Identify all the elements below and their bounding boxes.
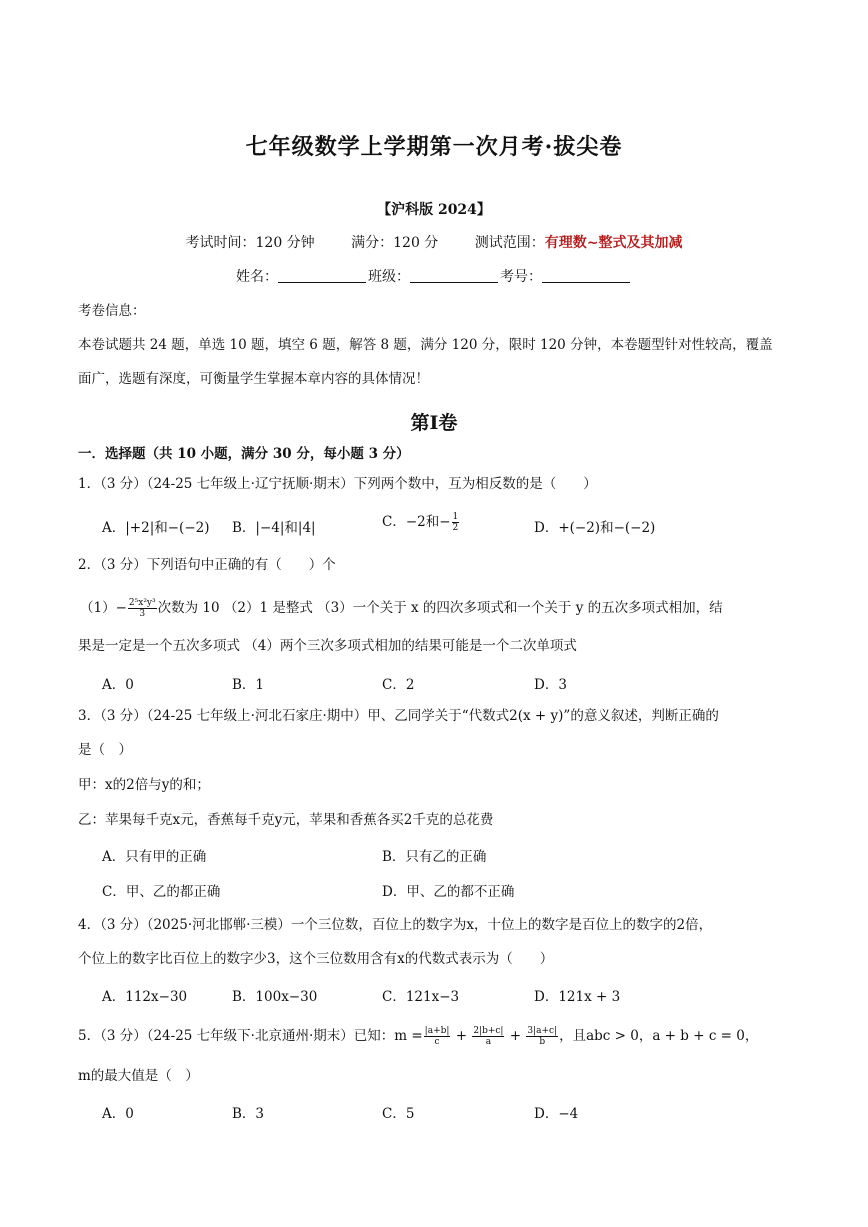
fraction-denominator: c bbox=[434, 1037, 440, 1047]
class-blank[interactable] bbox=[410, 268, 498, 283]
exam-time: 考试时间：120 分钟 bbox=[185, 235, 315, 251]
q1-option-c-text: C．−2和− bbox=[382, 514, 451, 530]
fraction-numerator: |a+b| bbox=[424, 1026, 450, 1036]
q5-fraction-3 bbox=[526, 1026, 558, 1047]
q2-option-b: B．1 bbox=[232, 677, 265, 693]
fraction-numerator: 2⁵x²y³ bbox=[128, 598, 156, 608]
name-label: 姓名： bbox=[236, 269, 278, 285]
exam-title: 七年级数学上学期第一次月考·拔尖卷 bbox=[245, 134, 623, 160]
edition-label: 【沪科版 2024】 bbox=[377, 202, 491, 218]
q3-option-a: A．只有甲的正确 bbox=[102, 849, 207, 865]
section-1-title: 一．选择题（共 10 小题，满分 30 分，每小题 3 分） bbox=[78, 446, 410, 462]
full-score: 满分：120 分 bbox=[351, 235, 439, 251]
q2-fraction bbox=[128, 598, 157, 619]
q1-option-c bbox=[382, 510, 460, 533]
test-scope bbox=[475, 235, 683, 251]
q2-prefix: （1）− bbox=[80, 600, 127, 616]
info-line-1: 本卷试题共 24 题，单选 10 题，填空 6 题，解答 8 题，满分 120 分，限时 120 分钟，本卷题型针对性较高，覆盖 bbox=[78, 337, 773, 353]
q1-option-a: A．|+2|和−(−2) bbox=[102, 520, 210, 536]
fraction-numerator: 3|a+c| bbox=[527, 1026, 558, 1036]
question-4-stem: 4．（3 分）（2025·河北邯郸·三模）一个三位数，百位上的数字为x，十位上的数字是百位上的数字的2倍， bbox=[78, 917, 713, 933]
fraction-denominator: 2 bbox=[452, 523, 459, 533]
scope-label: 测试范围： bbox=[474, 235, 545, 251]
fraction-numerator: 2|b+c| bbox=[473, 1026, 504, 1036]
question-3-yi: 乙：苹果每千克x元，香蕉每千克y元，苹果和香蕉各买2千克的总花费 bbox=[78, 812, 494, 828]
q5-option-b: B．3 bbox=[232, 1106, 265, 1122]
question-3-stem: 3．（3 分）（24-25 七年级上·河北石家庄·期中）甲、乙同学关于“代数式2(x + y)”的意义叙述，判断正确的 bbox=[78, 708, 719, 724]
scope-value: 有理数~整式及其加减 bbox=[544, 235, 683, 251]
q5-fraction-1 bbox=[424, 1026, 451, 1047]
q4-option-d: D．121x + 3 bbox=[534, 989, 621, 1005]
q2-option-d: D．3 bbox=[534, 677, 567, 693]
exam-meta bbox=[0, 232, 868, 252]
question-3-jia: 甲：x的2倍与y的和； bbox=[78, 777, 210, 793]
fraction-denominator: a bbox=[485, 1037, 492, 1047]
name-blank[interactable] bbox=[278, 268, 366, 283]
fraction-denominator: 3 bbox=[139, 609, 146, 619]
q1-option-b: B．|−4|和|4| bbox=[232, 520, 316, 536]
question-1-stem: 1．（3 分）（24-25 七年级上·辽宁抚顺·期末）下列两个数中，互为相反数的是（ ） bbox=[78, 476, 597, 492]
q4-option-c: C．121x−3 bbox=[382, 989, 460, 1005]
q5-suffix: ，且abc > 0，a + b + c = 0， bbox=[559, 1028, 759, 1044]
q4-option-b: B．100x−30 bbox=[232, 989, 318, 1005]
number-label: 考号： bbox=[500, 269, 542, 285]
number-blank[interactable] bbox=[542, 268, 630, 283]
q4-option-a: A．112x−30 bbox=[102, 989, 188, 1005]
q2-option-c: C．2 bbox=[382, 677, 415, 693]
question-2-stem: 2．（3 分）下列语句中正确的有（ ）个 bbox=[78, 557, 336, 573]
q5-option-c: C．5 bbox=[382, 1106, 415, 1122]
info-label: 考卷信息： bbox=[78, 303, 146, 319]
class-label: 班级： bbox=[368, 269, 410, 285]
q5-prefix: 5．（3 分）（24-25 七年级下·北京通州·期末）已知：m = bbox=[78, 1028, 423, 1044]
q3-option-b: B．只有乙的正确 bbox=[382, 849, 487, 865]
question-5-stem: 5．（3 分）（24-25 七年级下·北京通州·期末）已知：m = $\frac{|a+b|}{c}$ + $\frac{2|b+c|}{a}$ + $\frac{3|a+c|}{b}$ ，且abc > 0，a + b + c = 0， bbox=[78, 1026, 759, 1047]
question-2-line-2: 果是一定是一个五次多项式 （4）两个三次多项式相加的结果可能是一个二次单项式 bbox=[78, 638, 577, 654]
q5-fraction-2 bbox=[472, 1026, 504, 1047]
question-5-stem-2: m的最大值是（ ） bbox=[78, 1068, 199, 1084]
q3-option-c: C．甲、乙的都正确 bbox=[102, 884, 221, 900]
volume-title: 第Ⅰ卷 bbox=[410, 412, 458, 434]
q5-option-a: A．0 bbox=[102, 1106, 134, 1122]
question-2-line-1 bbox=[80, 598, 792, 619]
question-4-stem-2: 个位上的数字比百位上的数字少3，这个三位数用含有x的代数式表示为（ ） bbox=[78, 951, 554, 967]
q5-option-d: D．−4 bbox=[534, 1106, 579, 1122]
student-info-row bbox=[0, 266, 868, 286]
info-line-2: 面广，选题有深度，可衡量学生掌握本章内容的具体情况！ bbox=[78, 371, 429, 387]
question-3-stem-2: 是（ ） bbox=[78, 742, 132, 758]
q3-option-d: D．甲、乙的都不正确 bbox=[382, 884, 515, 900]
fraction-denominator: b bbox=[539, 1037, 546, 1047]
q1-option-d: D．+(−2)和−(−2) bbox=[534, 520, 656, 536]
fraction-numerator: 1 bbox=[452, 512, 459, 522]
q1-option-c-fraction bbox=[452, 512, 460, 533]
q2-option-a: A．0 bbox=[102, 677, 134, 693]
q2-line-1-text: 次数为 10 （2）1 是整式 （3）一个关于 x 的四次多项式和一个关于 y 的五次多项式相加，结 bbox=[157, 600, 723, 616]
